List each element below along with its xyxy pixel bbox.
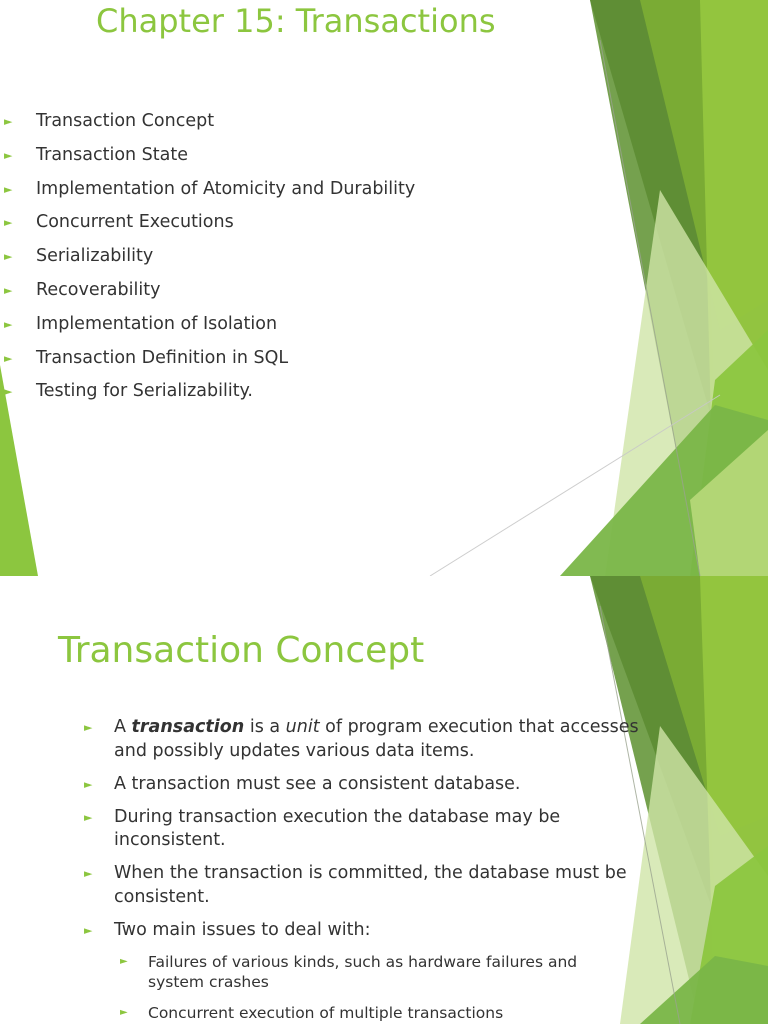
list-item: ► Testing for Serializability. [0,379,415,413]
slide-1-bullet-list [0,109,415,413]
bullet-arrow-icon: ► [4,283,13,297]
list-item: ► Recoverability [0,278,415,312]
bullet-arrow-icon: ► [84,777,93,791]
bullet-arrow-icon: ► [4,250,13,264]
list-item: ► Transaction State [0,143,415,177]
list-item: ► Transaction Definition in SQL [0,346,415,380]
bullet-arrow-icon: ► [120,955,128,967]
list-item: ► Two main issues to deal with: [82,919,642,943]
list-item: ► When the transaction is committed, the database must be consistent. [84,863,627,907]
slide-1-title: Chapter 15: Transactions [96,2,496,40]
bullet-arrow-icon: ► [84,721,93,734]
list-item: ► A transaction must see a consistent database. [82,773,642,797]
term-unit: unit [285,717,320,737]
list-item: ► Implementation of Isolation [0,312,415,346]
bullet-arrow-icon: ► [4,148,13,162]
bullet-arrow-icon: ► [84,923,93,937]
bullet-arrow-icon: ► [84,867,93,880]
bullet-arrow-icon: ► [4,216,13,230]
term-transaction: transaction [131,717,245,737]
list-item: ► Concurrent Executions [0,210,415,244]
bullet-arrow-icon: ► [120,1006,128,1018]
bullet-arrow-icon: ► [4,182,13,196]
bullet-arrow-icon: ► [4,115,13,128]
list-item: ► Serializability [0,244,415,278]
bullet-arrow-icon: ► [4,351,13,365]
slide-2-bullet-list [82,716,642,1024]
slide-2 [0,576,768,1024]
list-item: ► A transaction is a unit of program execution that accesses and possibly updates various data items. [84,717,639,761]
sub-list-item: ► Failures of various kinds, such as hardware failures and system crashes [120,952,578,991]
list-item: ► During transaction execution the database may be inconsistent. [84,806,561,850]
bullet-arrow-icon: ► [4,385,13,399]
bullet-arrow-icon: ► [84,810,93,824]
bullet-arrow-icon: ► [4,317,13,331]
slide-2-title: Transaction Concept [58,630,425,671]
sub-list-item: ► Concurrent execution of multiple transactions [120,1003,504,1022]
list-item: ► Transaction Concept [0,109,415,143]
list-item: ► Implementation of Atomicity and Durability [0,177,415,211]
